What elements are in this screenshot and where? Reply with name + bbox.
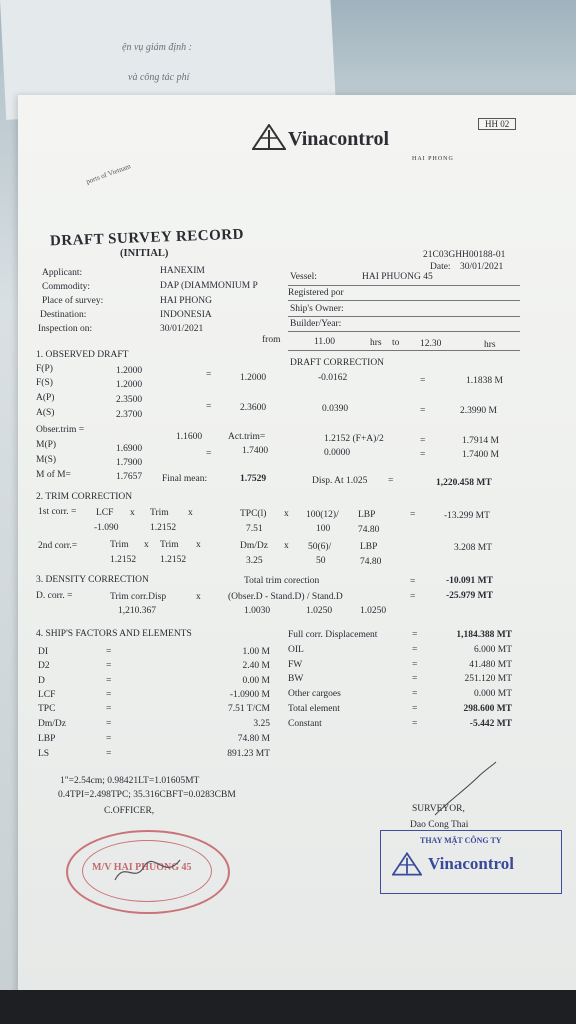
first-correction-result: -13.299 MT [444,511,490,521]
from-label: from [262,335,281,345]
place-value: HAI PHONG [160,296,212,306]
multiply-sign: x [196,592,201,602]
equals-sign: = [106,734,112,744]
mp-value: 1.6900 [116,444,143,454]
total-trim-label: Total trim corection [244,576,320,586]
ms-value: 1.7900 [116,458,143,468]
equals-sign: = [206,370,212,380]
equals-sign: = [206,449,212,459]
equals-sign: = [410,577,416,587]
company-logo [252,124,286,155]
displacement-value: 1,220.458 MT [436,478,492,488]
surveyor-name: Dao Cong Thai [410,820,469,830]
builder-year-label: Builder/Year: [290,319,342,329]
registered-port-label: Registered por [288,288,344,298]
lbp-term: LBP [360,542,378,552]
from-time: 11.00 [314,337,336,347]
actual-trim-label: Act.trim= [228,432,266,442]
back-doc-line: và công tác phí [128,72,190,83]
element-label: Full corr. Displacement [288,630,378,640]
corner-stamp-text: ports of Vietnam [85,162,132,186]
trim-value: 1.2152 [110,555,137,565]
vinacontrol-emblem-icon [392,852,422,876]
element-value: 6.000 MT [474,645,512,655]
element-label: OIL [288,645,304,655]
element-value: 41.480 MT [469,660,512,670]
applicant-label: Applicant: [42,268,83,278]
constant-term: 50(6)/ [308,542,332,552]
equals-sign: = [106,704,112,714]
element-value: 0.000 MT [474,689,512,699]
factor-value: 0.00 M [242,676,270,686]
trim-corrected-displacement: 1,210.367 [118,606,156,616]
equals-sign: = [106,719,112,729]
fp-value: 1.2000 [116,366,143,376]
trim-value: 1.2152 [160,555,187,565]
ms-label: M(S) [36,455,57,465]
observed-trim-label: Obser.trim = [36,425,85,435]
date-value: 30/01/2021 [460,262,504,272]
equals-sign: = [412,704,418,714]
equals-sign: = [420,436,426,446]
factor-label: TPC [38,704,56,714]
surveyor-label: SURVEYOR, [412,804,465,814]
observed-trim-value: 1.1600 [176,432,203,442]
table-surface [0,990,576,1024]
destination-value: INDONESIA [160,310,212,320]
inspection-value: 30/01/2021 [160,324,204,334]
constant-value: 50 [316,556,326,566]
equals-sign: = [420,376,426,386]
tpc-term: TPC(l) [240,509,267,519]
trim-term: Trim [110,540,129,550]
stamp-company-name: Vinacontrol [428,854,514,873]
inspection-label: Inspection on: [38,324,93,334]
factor-value: 891.23 MT [227,749,270,759]
displacement-label: Disp. At 1.025 [312,476,368,486]
equals-sign: = [412,645,418,655]
mean-of-means-value: 1.7657 [116,472,143,482]
ap-value: 2.3500 [116,395,143,405]
equals-sign: = [412,660,418,670]
first-correction-label: 1st corr. = [38,507,77,517]
equals-sign: = [420,406,426,416]
hrs-label: hrs [484,340,496,350]
midship-result: 1.7400 M [462,450,499,460]
trim-term: Trim [150,508,169,518]
page-subtitle: (INITIAL) [120,248,169,259]
applicant-value: HANEXIM [160,266,205,276]
multiply-sign: x [144,540,149,550]
factor-value: 7.51 T/CM [227,704,270,714]
surveyor-signature-icon [430,760,500,820]
mean-of-means-label: M of M= [36,470,71,480]
trim-value: 1.2152 [150,523,177,533]
as-label: A(S) [36,408,55,418]
lbp-value: 74.80 [360,557,382,567]
dmdz-term: Dm/Dz [240,541,268,551]
factor-value: 2.40 M [242,661,270,671]
reference-number: 21C03GHH00188-01 [423,250,506,260]
element-label: Total element [288,704,340,714]
on-behalf-text: THAY MẶT CÔNG TY [420,836,502,845]
vessel-label: Vessel: [290,272,317,282]
factor-label: D2 [38,661,50,671]
multiply-sign: x [284,541,289,551]
trim-term: Trim [160,540,179,550]
element-value: -5.442 MT [469,719,512,729]
place-label: Place of survey: [42,296,104,306]
factor-label: DI [38,647,49,657]
equals-sign: = [206,402,212,412]
tpc-value: 7.51 [246,524,263,534]
lcf-term: LCF [96,508,114,518]
factor-label: LBP [38,734,56,744]
forward-mean: 1.2000 [240,373,267,383]
density-ratio-formula: (Obser.D - Stand.D) / Stand.D [228,592,343,602]
equals-sign: = [388,476,394,486]
company-name: Vinacontrol [288,128,390,150]
factor-label: LCF [38,690,56,700]
density-correction-label: D. corr. = [36,591,73,601]
section-trim-correction: 2. TRIM CORRECTION [36,492,133,502]
lbp-term: LBP [358,510,376,520]
element-value: 1,184.388 MT [456,630,512,640]
fs-value: 1.2000 [116,380,143,390]
forward-result: 1.1838 M [466,376,503,386]
element-label: Other cargoes [288,689,341,699]
draft-correction-title: DRAFT CORRECTION [290,358,385,368]
section-observed-draft: 1. OBSERVED DRAFT [36,350,129,360]
vinacontrol-emblem-icon [252,124,286,150]
standard-density: 1.0250 [360,606,387,616]
factor-value: -1.0900 M [229,690,270,700]
equals-sign: = [106,647,112,657]
factor-value: 1.00 M [242,647,270,657]
ap-label: A(P) [36,393,55,403]
factor-label: D [38,676,45,686]
equals-sign: = [412,719,418,729]
equals-sign: = [106,749,112,759]
conversion-line-2: 0.4TPI=2.498TPC; 35.316CBFT=0.0283CBM [58,790,236,800]
commodity-label: Commodity: [42,282,91,292]
commodity-value: DAP (DIAMMONIUM P [160,281,258,291]
second-correction-label: 2nd corr.= [38,541,78,551]
element-value: 251.120 MT [464,674,512,684]
equals-sign: = [410,510,416,520]
fs-label: F(S) [36,378,53,388]
aft-result: 2.3990 M [460,406,497,416]
lbp-value: 74.80 [358,525,380,535]
final-mean-label: Final mean: [162,474,208,484]
constant-term: 100(12)/ [306,510,339,520]
destination-label: Destination: [40,310,87,320]
element-label: Constant [288,719,322,729]
fp-label: F(P) [36,364,53,374]
factor-label: LS [38,749,50,759]
equals-sign: = [106,661,112,671]
multiply-sign: x [188,508,193,518]
actual-trim-value: 1.7400 [242,446,269,456]
equals-sign: = [412,689,418,699]
to-time: 12.30 [420,339,442,349]
section-ships-factors: 4. SHIP'S FACTORS AND ELEMENTS [36,629,192,639]
as-value: 2.3700 [116,410,143,420]
element-value: 298.600 MT [463,704,512,714]
vessel-value: HAI PHUONG 45 [362,272,433,282]
multiply-sign: x [284,509,289,519]
officer-signature-icon [110,850,190,890]
multiply-sign: x [130,508,135,518]
equals-sign: = [412,674,418,684]
density-formula: Trim corr.Disp [110,592,167,602]
section-density-correction: 3. DENSITY CORRECTION [36,575,149,585]
aft-mean: 2.3600 [240,403,267,413]
equals-sign: = [410,592,416,602]
total-trim-value: -10.091 MT [446,576,493,586]
factor-value: 74.80 M [237,734,270,744]
branch-name: HAI PHONG [412,156,454,162]
equals-sign: = [412,630,418,640]
hrs-label: hrs [370,338,382,348]
multiply-sign: x [196,540,201,550]
constant-value: 100 [316,524,331,534]
element-label: BW [288,674,304,684]
mean-fa-result: 1.7914 M [462,436,499,446]
ship-stamp-text: M/V HAI PHUONG 45 [92,862,192,873]
equals-sign: = [106,690,112,700]
chief-officer-label: C.OFFICER, [104,806,155,816]
equals-sign: = [106,676,112,686]
equals-sign: = [420,450,426,460]
date-label: Date: [430,262,451,272]
mp-label: M(P) [36,440,57,450]
doc-code: HH 02 [478,118,516,130]
final-mean-value: 1.7529 [240,474,267,484]
aft-correction: 0.0390 [322,404,349,414]
factor-value: 3.25 [253,719,270,729]
midship-correction: 0.0000 [324,448,351,458]
ship-owner-label: Ship's Owner: [290,304,344,314]
element-label: FW [288,660,303,670]
to-label: to [392,338,400,348]
page-title: DRAFT SURVEY RECORD [49,226,245,250]
density-correction-result: -25.979 MT [446,591,493,601]
dmdz-value: 3.25 [246,556,263,566]
mean-fa-formula: 1.2152 (F+A)/2 [324,434,384,444]
forward-correction: -0.0162 [318,373,348,383]
observed-density: 1.0030 [244,606,271,616]
factor-label: Dm/Dz [38,719,66,729]
standard-density: 1.0250 [306,606,333,616]
lcf-value: -1.090 [94,523,119,533]
back-doc-line: ện vụ giám định : [122,42,192,53]
conversion-line-1: 1"=2.54cm; 0.98421LT=1.01605MT [60,776,200,786]
second-correction-result: 3.208 MT [454,543,492,553]
